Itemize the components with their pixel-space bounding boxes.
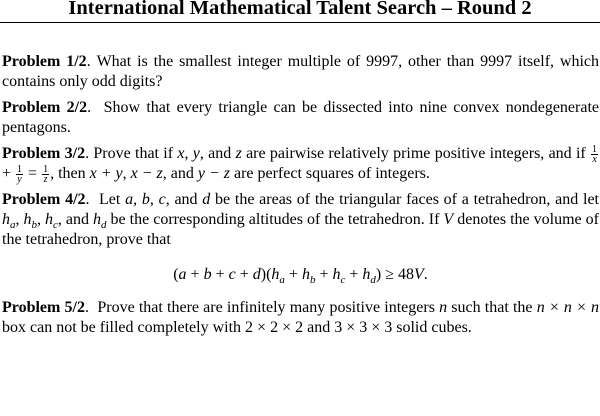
problem-text: What is the smallest integer multiple of 9997, other than 9997 itself, which contains only odd digits? bbox=[2, 53, 600, 90]
problem-2: Problem 2/2. Show that every triangle can be dissected into nine convex nondegenerate pentagons. bbox=[2, 99, 600, 136]
fraction-1-over-z: $\frac{1}{z}$ bbox=[43, 163, 49, 185]
problem-1: Problem 1/2. What is the smallest integer multiple of 9997, other than 9997 itself, which contains only odd digits? bbox=[2, 53, 600, 90]
display-inequality: $(a + b + c + d)(h_a + h_b + h_c + h_d) \ge 48V$. bbox=[173, 266, 428, 287]
problem-3: Problem 3/2. Prove that if x, y, and z are pairwise relatively prime positive integers, and if $\frac{1}{x}$ + $\frac{1}{y}$ = $\frac{1}{z}$ , then x + y, x − z, and y − z are perfect squares of integers. bbox=[2, 143, 598, 185]
title-divider bbox=[0, 22, 600, 23]
problem-label: Problem 4/2 bbox=[2, 191, 86, 208]
page-title: International Mathematical Talent Search – Round 2 bbox=[68, 0, 532, 19]
fraction-1-over-y: $\frac{1}{y}$ bbox=[17, 163, 23, 185]
problem-label: Problem 1/2 bbox=[2, 53, 87, 70]
problem-list bbox=[2, 52, 599, 344]
problem-text: Show that every triangle can be dissected into nine convex nondegenerate pentagons. bbox=[2, 99, 600, 136]
fraction-1-over-x: $\frac{1}{x}$ bbox=[592, 143, 598, 165]
problem-4: Problem 4/2. Let a, b, c, and d be the areas of the triangular faces of a tetrahedron, and let $h_a$, $h_b$, $h_c$, and $h_d$ be the corresponding altitudes of the tetrahedron. If V denotes the volume of the tetrahedron, prove that bbox=[2, 191, 600, 248]
problem-5: Problem 5/2. Prove that there are infinitely many positive integers n such that the n × n × n box can not be filled completely with 2 × 2 × 2 and 3 × 3 × 3 solid cubes. bbox=[2, 299, 599, 336]
problem-label: Problem 5/2 bbox=[2, 299, 85, 316]
problem-label: Problem 2/2 bbox=[2, 99, 88, 116]
problem-label: Problem 3/2 bbox=[2, 145, 86, 162]
